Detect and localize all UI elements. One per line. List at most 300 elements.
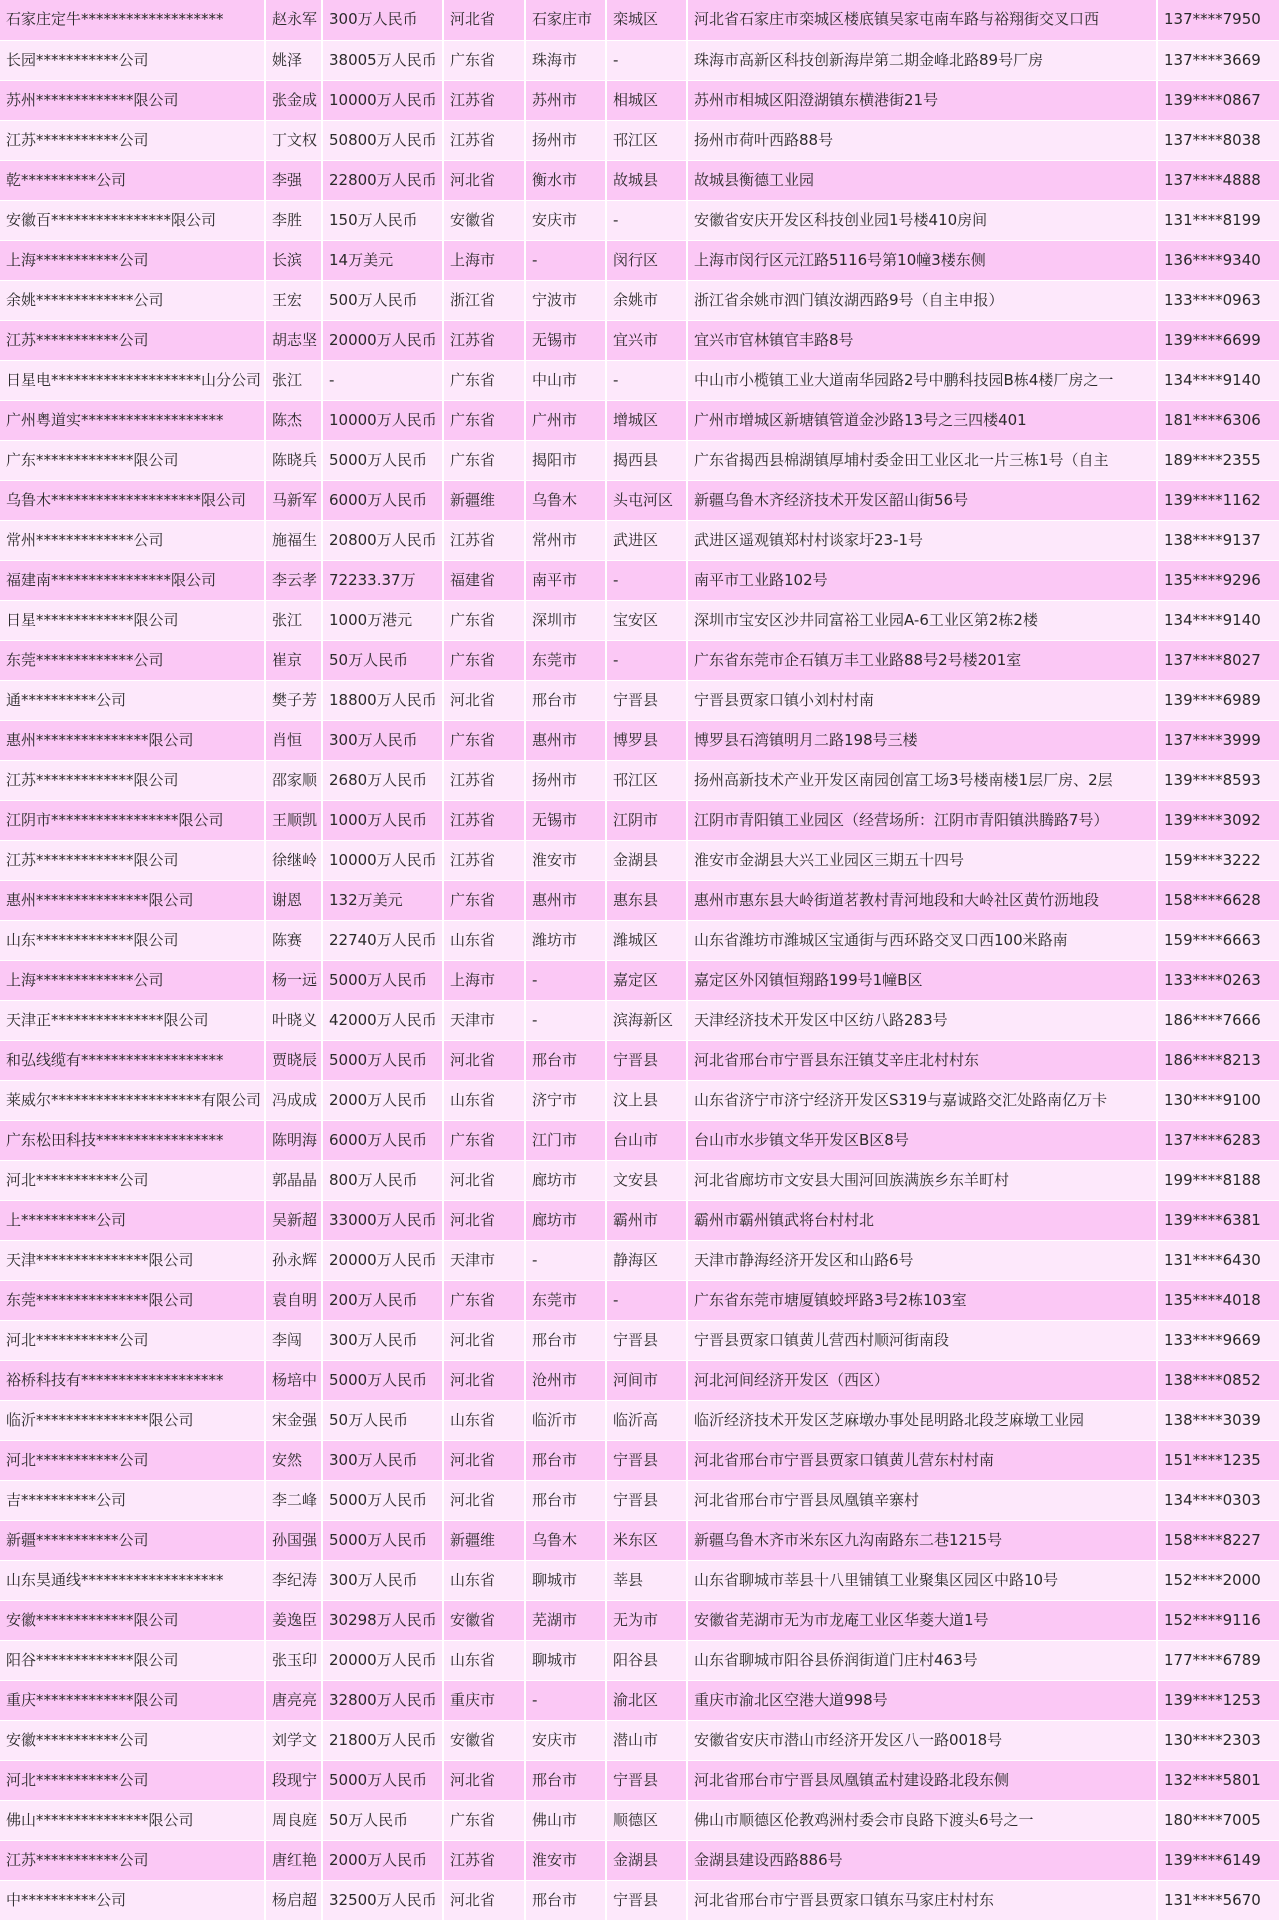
legal-rep-cell: 孙国强 (265, 1520, 322, 1560)
address-cell: 佛山市顺德区伦教鸡洲村委会市良路下渡头6号之一 (687, 1800, 1157, 1840)
registered-capital-cell: 5000万人民币 (322, 1040, 443, 1080)
legal-rep-cell: 陈杰 (265, 400, 322, 440)
company-name-cell: 江苏***********公司 (0, 120, 265, 160)
district-cell: 揭西县 (606, 440, 687, 480)
address-cell: 武进区遥观镇郑村村谈家圩23-1号 (687, 520, 1157, 560)
table-row (0, 560, 1280, 600)
company-name-cell: 广东松田科技***************** (0, 1120, 265, 1160)
legal-rep-cell: 陈晓兵 (265, 440, 322, 480)
address-cell: 河北省邢台市宁晋县东汪镇艾辛庄北村村东 (687, 1040, 1157, 1080)
district-cell: 渝北区 (606, 1680, 687, 1720)
address-cell: 博罗县石湾镇明月二路198号三楼 (687, 720, 1157, 760)
city-cell: 揭阳市 (525, 440, 606, 480)
city-cell: 安庆市 (525, 200, 606, 240)
legal-rep-cell: 徐继岭 (265, 840, 322, 880)
table-row (0, 1200, 1280, 1240)
city-cell: 潍坊市 (525, 920, 606, 960)
city-cell: - (525, 1240, 606, 1280)
district-cell: 滨海新区 (606, 1000, 687, 1040)
province-cell: 广东省 (443, 1800, 525, 1840)
phone-cell: 137****3669 (1157, 40, 1280, 80)
phone-cell: 137****8038 (1157, 120, 1280, 160)
phone-cell: 189****2355 (1157, 440, 1280, 480)
province-cell: 新疆维 (443, 1520, 525, 1560)
city-cell: - (525, 1680, 606, 1720)
district-cell: - (606, 640, 687, 680)
phone-cell: 135****9296 (1157, 560, 1280, 600)
table-row (0, 440, 1280, 480)
phone-cell: 131****6430 (1157, 1240, 1280, 1280)
company-name-cell: 江苏***********公司 (0, 320, 265, 360)
address-cell: 广东省东莞市塘厦镇蛟坪路3号2栋103室 (687, 1280, 1157, 1320)
table-row (0, 1800, 1280, 1840)
table-row (0, 1840, 1280, 1880)
table-row (0, 1720, 1280, 1760)
registered-capital-cell: 300万人民币 (322, 1560, 443, 1600)
registered-capital-cell: 33000万人民币 (322, 1200, 443, 1240)
table-row (0, 1240, 1280, 1280)
province-cell: 广东省 (443, 640, 525, 680)
city-cell: 石家庄市 (525, 0, 606, 40)
phone-cell: 152****9116 (1157, 1600, 1280, 1640)
district-cell: 潍城区 (606, 920, 687, 960)
registered-capital-cell: 72233.37万 (322, 560, 443, 600)
company-name-cell: 裕桥科技有******************* (0, 1360, 265, 1400)
city-cell: 深圳市 (525, 600, 606, 640)
legal-rep-cell: 吴新超 (265, 1200, 322, 1240)
phone-cell: 159****6663 (1157, 920, 1280, 960)
phone-cell: 137****7950 (1157, 0, 1280, 40)
legal-rep-cell: 冯成成 (265, 1080, 322, 1120)
district-cell: - (606, 200, 687, 240)
company-name-cell: 上海***********公司 (0, 240, 265, 280)
registered-capital-cell: 5000万人民币 (322, 1760, 443, 1800)
registered-capital-cell: 18800万人民币 (322, 680, 443, 720)
table-row (0, 920, 1280, 960)
company-name-cell: 山东*************限公司 (0, 920, 265, 960)
company-name-cell: 石家庄定牛******************* (0, 0, 265, 40)
province-cell: 河北省 (443, 1440, 525, 1480)
registered-capital-cell: 32800万人民币 (322, 1680, 443, 1720)
city-cell: 邢台市 (525, 1480, 606, 1520)
company-name-cell: 河北***********公司 (0, 1440, 265, 1480)
company-name-cell: 安徽***********公司 (0, 1720, 265, 1760)
legal-rep-cell: 张江 (265, 360, 322, 400)
province-cell: 山东省 (443, 1640, 525, 1680)
district-cell: 头屯河区 (606, 480, 687, 520)
legal-rep-cell: 王宏 (265, 280, 322, 320)
district-cell: - (606, 560, 687, 600)
company-name-cell: 长园***********公司 (0, 40, 265, 80)
city-cell: 佛山市 (525, 1800, 606, 1840)
city-cell: 中山市 (525, 360, 606, 400)
table-row (0, 240, 1280, 280)
city-cell: 乌鲁木 (525, 480, 606, 520)
address-cell: 广东省揭西县棉湖镇厚埔村委金田工业区北一片三栋1号（自主 (687, 440, 1157, 480)
registered-capital-cell: 300万人民币 (322, 1320, 443, 1360)
district-cell: 邗江区 (606, 120, 687, 160)
district-cell: 嘉定区 (606, 960, 687, 1000)
city-cell: 济宁市 (525, 1080, 606, 1120)
city-cell: 苏州市 (525, 80, 606, 120)
district-cell: 静海区 (606, 1240, 687, 1280)
province-cell: 广东省 (443, 880, 525, 920)
address-cell: 中山市小榄镇工业大道南华园路2号中鹏科技园B栋4楼厂房之一 (687, 360, 1157, 400)
company-name-cell: 山东昊通线******************* (0, 1560, 265, 1600)
company-name-cell: 江苏*************限公司 (0, 760, 265, 800)
district-cell: 武进区 (606, 520, 687, 560)
company-name-cell: 福建南****************限公司 (0, 560, 265, 600)
registered-capital-cell: 21800万人民币 (322, 1720, 443, 1760)
table-row (0, 520, 1280, 560)
phone-cell: 199****8188 (1157, 1160, 1280, 1200)
registered-capital-cell: 22740万人民币 (322, 920, 443, 960)
province-cell: 新疆维 (443, 480, 525, 520)
legal-rep-cell: 丁文权 (265, 120, 322, 160)
table-row (0, 1000, 1280, 1040)
city-cell: 廊坊市 (525, 1200, 606, 1240)
district-cell: 临沂高 (606, 1400, 687, 1440)
registered-capital-cell: 42000万人民币 (322, 1000, 443, 1040)
registered-capital-cell: 6000万人民币 (322, 1120, 443, 1160)
district-cell: 宁晋县 (606, 1480, 687, 1520)
table-row (0, 1400, 1280, 1440)
province-cell: 江苏省 (443, 1840, 525, 1880)
phone-cell: 134****0303 (1157, 1480, 1280, 1520)
province-cell: 广东省 (443, 40, 525, 80)
address-cell: 山东省聊城市莘县十八里铺镇工业聚集区园区中路10号 (687, 1560, 1157, 1600)
city-cell: 邢台市 (525, 1880, 606, 1920)
province-cell: 广东省 (443, 440, 525, 480)
district-cell: 宁晋县 (606, 1760, 687, 1800)
phone-cell: 139****1162 (1157, 480, 1280, 520)
registered-capital-cell: 10000万人民币 (322, 840, 443, 880)
phone-cell: 136****9340 (1157, 240, 1280, 280)
registered-capital-cell: 50万人民币 (322, 1400, 443, 1440)
district-cell: 宁晋县 (606, 680, 687, 720)
province-cell: 河北省 (443, 1760, 525, 1800)
legal-rep-cell: 李强 (265, 160, 322, 200)
company-name-cell: 广东*************限公司 (0, 440, 265, 480)
city-cell: 淮安市 (525, 1840, 606, 1880)
legal-rep-cell: 杨培中 (265, 1360, 322, 1400)
district-cell: 金湖县 (606, 840, 687, 880)
company-name-cell: 新疆***********公司 (0, 1520, 265, 1560)
province-cell: 江苏省 (443, 80, 525, 120)
district-cell: 阳谷县 (606, 1640, 687, 1680)
district-cell: 莘县 (606, 1560, 687, 1600)
legal-rep-cell: 唐亮亮 (265, 1680, 322, 1720)
table-row (0, 1760, 1280, 1800)
phone-cell: 139****6149 (1157, 1840, 1280, 1880)
phone-cell: 137****4888 (1157, 160, 1280, 200)
legal-rep-cell: 崔京 (265, 640, 322, 680)
table-row (0, 400, 1280, 440)
city-cell: 珠海市 (525, 40, 606, 80)
legal-rep-cell: 段现宁 (265, 1760, 322, 1800)
table-row (0, 1120, 1280, 1160)
city-cell: - (525, 960, 606, 1000)
district-cell: 江阴市 (606, 800, 687, 840)
address-cell: 嘉定区外冈镇恒翔路199号1幢B区 (687, 960, 1157, 1000)
registered-capital-cell: 20000万人民币 (322, 1240, 443, 1280)
table-row (0, 1440, 1280, 1480)
address-cell: 临沂经济技术开发区芝麻墩办事处昆明路北段芝麻墩工业园 (687, 1400, 1157, 1440)
company-name-cell: 苏州*************限公司 (0, 80, 265, 120)
district-cell: 河间市 (606, 1360, 687, 1400)
company-name-cell: 惠州***************限公司 (0, 880, 265, 920)
address-cell: 河北省邢台市宁晋县贾家口镇黄儿营东村村南 (687, 1440, 1157, 1480)
company-name-cell: 余姚*************公司 (0, 280, 265, 320)
city-cell: 南平市 (525, 560, 606, 600)
table-row (0, 1560, 1280, 1600)
province-cell: 广东省 (443, 720, 525, 760)
city-cell: 江门市 (525, 1120, 606, 1160)
phone-cell: 133****9669 (1157, 1320, 1280, 1360)
phone-cell: 180****7005 (1157, 1800, 1280, 1840)
province-cell: 江苏省 (443, 800, 525, 840)
district-cell: 米东区 (606, 1520, 687, 1560)
city-cell: 无锡市 (525, 320, 606, 360)
province-cell: 安徽省 (443, 1720, 525, 1760)
table-row (0, 800, 1280, 840)
legal-rep-cell: 姚泽 (265, 40, 322, 80)
legal-rep-cell: 李胜 (265, 200, 322, 240)
address-cell: 新疆乌鲁木齐市米东区九沟南路东二巷1215号 (687, 1520, 1157, 1560)
table-row (0, 1040, 1280, 1080)
company-name-cell: 江苏***********公司 (0, 1840, 265, 1880)
legal-rep-cell: 王顺凯 (265, 800, 322, 840)
city-cell: 邢台市 (525, 680, 606, 720)
company-name-cell: 河北***********公司 (0, 1320, 265, 1360)
legal-rep-cell: 张金成 (265, 80, 322, 120)
table-row (0, 80, 1280, 120)
province-cell: 广东省 (443, 400, 525, 440)
registered-capital-cell: 800万人民币 (322, 1160, 443, 1200)
legal-rep-cell: 李二峰 (265, 1480, 322, 1520)
phone-cell: 138****0852 (1157, 1360, 1280, 1400)
phone-cell: 139****0867 (1157, 80, 1280, 120)
legal-rep-cell: 刘学文 (265, 1720, 322, 1760)
table-row (0, 600, 1280, 640)
table-row (0, 280, 1280, 320)
district-cell: 汶上县 (606, 1080, 687, 1120)
legal-rep-cell: 李闯 (265, 1320, 322, 1360)
address-cell: 淮安市金湖县大兴工业园区三期五十四号 (687, 840, 1157, 880)
phone-cell: 137****8027 (1157, 640, 1280, 680)
phone-cell: 152****2000 (1157, 1560, 1280, 1600)
table-row (0, 1600, 1280, 1640)
address-cell: 天津市静海经济开发区和山路6号 (687, 1240, 1157, 1280)
phone-cell: 158****6628 (1157, 880, 1280, 920)
registered-capital-cell: 5000万人民币 (322, 440, 443, 480)
phone-cell: 139****8593 (1157, 760, 1280, 800)
company-name-cell: 上海*************公司 (0, 960, 265, 1000)
province-cell: 广东省 (443, 1120, 525, 1160)
legal-rep-cell: 安然 (265, 1440, 322, 1480)
legal-rep-cell: 袁自明 (265, 1280, 322, 1320)
phone-cell: 137****6283 (1157, 1120, 1280, 1160)
table-row (0, 880, 1280, 920)
phone-cell: 131****8199 (1157, 200, 1280, 240)
address-cell: 霸州市霸州镇武将台村村北 (687, 1200, 1157, 1240)
company-name-cell: 东莞***************限公司 (0, 1280, 265, 1320)
registered-capital-cell: 2000万人民币 (322, 1080, 443, 1120)
city-cell: 扬州市 (525, 760, 606, 800)
registered-capital-cell: 14万美元 (322, 240, 443, 280)
district-cell: 栾城区 (606, 0, 687, 40)
district-cell: 故城县 (606, 160, 687, 200)
phone-cell: 151****1235 (1157, 1440, 1280, 1480)
district-cell: 霸州市 (606, 1200, 687, 1240)
phone-cell: 135****4018 (1157, 1280, 1280, 1320)
registered-capital-cell: 1000万港元 (322, 600, 443, 640)
company-name-cell: 佛山***************限公司 (0, 1800, 265, 1840)
registered-capital-cell: - (322, 360, 443, 400)
legal-rep-cell: 姜逸臣 (265, 1600, 322, 1640)
table-row (0, 1640, 1280, 1680)
table-row (0, 320, 1280, 360)
registered-capital-cell: 50万人民币 (322, 640, 443, 680)
company-name-cell: 乾**********公司 (0, 160, 265, 200)
address-cell: 扬州高新技术产业开发区南园创富工场3号楼南楼1层厂房、2层 (687, 760, 1157, 800)
table-row (0, 1680, 1280, 1720)
province-cell: 山东省 (443, 920, 525, 960)
province-cell: 河北省 (443, 1040, 525, 1080)
phone-cell: 134****9140 (1157, 360, 1280, 400)
table-row (0, 120, 1280, 160)
legal-rep-cell: 张玉印 (265, 1640, 322, 1680)
district-cell: 台山市 (606, 1120, 687, 1160)
table-row (0, 0, 1280, 40)
registered-capital-cell: 300万人民币 (322, 720, 443, 760)
registered-capital-cell: 10000万人民币 (322, 400, 443, 440)
city-cell: 邢台市 (525, 1040, 606, 1080)
legal-rep-cell: 贾晓辰 (265, 1040, 322, 1080)
province-cell: 安徽省 (443, 1600, 525, 1640)
address-cell: 河北省邢台市宁晋县凤凰镇辛寨村 (687, 1480, 1157, 1520)
company-name-cell: 吉**********公司 (0, 1480, 265, 1520)
table-row (0, 1520, 1280, 1560)
phone-cell: 131****5670 (1157, 1880, 1280, 1920)
address-cell: 故城县衡德工业园 (687, 160, 1157, 200)
phone-cell: 186****8213 (1157, 1040, 1280, 1080)
district-cell: 博罗县 (606, 720, 687, 760)
district-cell: 余姚市 (606, 280, 687, 320)
city-cell: 东莞市 (525, 1280, 606, 1320)
company-name-cell: 江阴市*****************限公司 (0, 800, 265, 840)
city-cell: 沧州市 (525, 1360, 606, 1400)
district-cell: 宜兴市 (606, 320, 687, 360)
registered-capital-cell: 1000万人民币 (322, 800, 443, 840)
province-cell: 河北省 (443, 1200, 525, 1240)
address-cell: 河北省廊坊市文安县大围河回族满族乡东羊町村 (687, 1160, 1157, 1200)
phone-cell: 130****9100 (1157, 1080, 1280, 1120)
city-cell: 邢台市 (525, 1760, 606, 1800)
district-cell: 文安县 (606, 1160, 687, 1200)
province-cell: 江苏省 (443, 760, 525, 800)
province-cell: 山东省 (443, 1080, 525, 1120)
district-cell: - (606, 1280, 687, 1320)
address-cell: 上海市闵行区元江路5116号第10幢3楼东侧 (687, 240, 1157, 280)
table-row (0, 480, 1280, 520)
registered-capital-cell: 10000万人民币 (322, 80, 443, 120)
company-name-cell: 临沂***************限公司 (0, 1400, 265, 1440)
city-cell: 扬州市 (525, 120, 606, 160)
company-name-cell: 天津正***************限公司 (0, 1000, 265, 1040)
table-row (0, 160, 1280, 200)
legal-rep-cell: 陈明海 (265, 1120, 322, 1160)
legal-rep-cell: 邵家顺 (265, 760, 322, 800)
registered-capital-cell: 20800万人民币 (322, 520, 443, 560)
address-cell: 南平市工业路102号 (687, 560, 1157, 600)
legal-rep-cell: 叶晓义 (265, 1000, 322, 1040)
district-cell: 宝安区 (606, 600, 687, 640)
address-cell: 深圳市宝安区沙井同富裕工业园A-6工业区第2栋2楼 (687, 600, 1157, 640)
district-cell: - (606, 360, 687, 400)
address-cell: 宁晋县贾家口镇小刘村村南 (687, 680, 1157, 720)
legal-rep-cell: 肖恒 (265, 720, 322, 760)
city-cell: 衡水市 (525, 160, 606, 200)
city-cell: 聊城市 (525, 1560, 606, 1600)
province-cell: 江苏省 (443, 120, 525, 160)
company-name-cell: 中**********公司 (0, 1880, 265, 1920)
city-cell: 乌鲁木 (525, 1520, 606, 1560)
phone-cell: 139****6699 (1157, 320, 1280, 360)
city-cell: 东莞市 (525, 640, 606, 680)
district-cell: 增城区 (606, 400, 687, 440)
city-cell: 临沂市 (525, 1400, 606, 1440)
province-cell: 河北省 (443, 0, 525, 40)
province-cell: 江苏省 (443, 840, 525, 880)
table-row (0, 960, 1280, 1000)
company-name-cell: 上**********公司 (0, 1200, 265, 1240)
phone-cell: 133****0963 (1157, 280, 1280, 320)
province-cell: 河北省 (443, 680, 525, 720)
registered-capital-cell: 32500万人民币 (322, 1880, 443, 1920)
province-cell: 广东省 (443, 1280, 525, 1320)
registered-capital-cell: 132万美元 (322, 880, 443, 920)
registered-capital-cell: 5000万人民币 (322, 1480, 443, 1520)
table-row (0, 1280, 1280, 1320)
province-cell: 河北省 (443, 1160, 525, 1200)
city-cell: 常州市 (525, 520, 606, 560)
company-name-cell: 日星电********************山分公司 (0, 360, 265, 400)
province-cell: 河北省 (443, 1320, 525, 1360)
registered-capital-cell: 500万人民币 (322, 280, 443, 320)
registered-capital-cell: 20000万人民币 (322, 320, 443, 360)
city-cell: 无锡市 (525, 800, 606, 840)
phone-cell: 139****6381 (1157, 1200, 1280, 1240)
province-cell: 广东省 (443, 360, 525, 400)
company-name-cell: 东莞*************公司 (0, 640, 265, 680)
phone-cell: 158****8227 (1157, 1520, 1280, 1560)
province-cell: 天津市 (443, 1240, 525, 1280)
registered-capital-cell: 38005万人民币 (322, 40, 443, 80)
company-name-cell: 日星*************限公司 (0, 600, 265, 640)
legal-rep-cell: 李云孝 (265, 560, 322, 600)
company-name-cell: 阳谷*************限公司 (0, 1640, 265, 1680)
address-cell: 山东省济宁市济宁经济开发区S319与嘉诚路交汇处路南亿万卡 (687, 1080, 1157, 1120)
registered-capital-cell: 5000万人民币 (322, 1520, 443, 1560)
address-cell: 苏州市相城区阳澄湖镇东横港街21号 (687, 80, 1157, 120)
company-name-cell: 惠州***************限公司 (0, 720, 265, 760)
district-cell: 闵行区 (606, 240, 687, 280)
district-cell: 宁晋县 (606, 1320, 687, 1360)
city-cell: 惠州市 (525, 720, 606, 760)
registered-capital-cell: 20000万人民币 (322, 1640, 443, 1680)
district-cell: 相城区 (606, 80, 687, 120)
